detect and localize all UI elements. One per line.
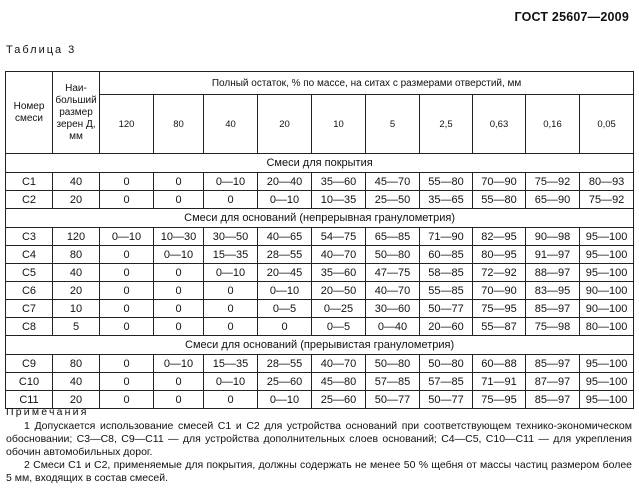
standard-number: ГОСТ 25607—2009 [514,10,629,24]
residue-cell: 10—35 [312,191,366,209]
residue-cell: 47—75 [366,264,420,282]
table-caption: Таблица 3 [6,44,77,56]
residue-cell: 20—50 [312,282,366,300]
mix-number-cell: С11 [6,391,53,409]
residue-cell: 15—35 [204,246,258,264]
residue-cell: 0—10 [204,264,258,282]
residue-cell: 25—50 [366,191,420,209]
residue-cell: 25—60 [312,391,366,409]
residue-cell: 50—77 [420,300,473,318]
mix-number-cell: С7 [6,300,53,318]
residue-cell: 0 [100,355,154,373]
residue-cell: 0 [154,264,204,282]
table-row [6,355,634,373]
residue-cell: 85—97 [526,391,580,409]
residue-cell: 75—95 [473,300,526,318]
mix-number-cell: С10 [6,373,53,391]
residue-cell: 95—100 [580,246,634,264]
residue-cell: 71—90 [420,228,473,246]
header-sieve: 120 [100,95,154,154]
residue-cell: 0—10 [154,246,204,264]
header-sieve: 80 [154,95,204,154]
residue-cell: 0 [258,318,312,336]
table-row [6,318,634,336]
residue-cell: 87—97 [526,373,580,391]
residue-cell: 0 [100,246,154,264]
grain-size-cell: 5 [53,318,100,336]
residue-cell: 55—80 [473,191,526,209]
residue-cell: 0 [154,191,204,209]
residue-cell: 28—55 [258,355,312,373]
header-sieve: 0,05 [580,95,634,154]
residue-cell: 0 [100,264,154,282]
residue-cell: 58—85 [420,264,473,282]
residue-cell: 83—95 [526,282,580,300]
residue-cell: 0 [100,173,154,191]
residue-cell: 55—87 [473,318,526,336]
header-mix-number: Номер смеси [6,72,53,154]
residue-cell: 10—30 [154,228,204,246]
residue-cell: 45—80 [312,373,366,391]
header-sieve: 20 [258,95,312,154]
residue-cell: 50—80 [366,355,420,373]
residue-cell: 30—60 [366,300,420,318]
mix-number-cell: С8 [6,318,53,336]
residue-cell: 0 [154,282,204,300]
residue-cell: 0 [204,318,258,336]
residue-cell: 55—85 [420,282,473,300]
residue-cell: 75—95 [473,391,526,409]
residue-cell: 30—50 [204,228,258,246]
notes-title: Примечания [6,406,89,418]
residue-cell: 65—90 [526,191,580,209]
mix-number-cell: С9 [6,355,53,373]
residue-cell: 50—80 [420,355,473,373]
header-max-grain-size: Наи-больший размер зерен Д, мм [53,72,100,154]
residue-cell: 95—100 [580,373,634,391]
mix-number-cell: С4 [6,246,53,264]
residue-cell: 95—100 [580,264,634,282]
residue-cell: 35—60 [312,173,366,191]
residue-cell: 60—88 [473,355,526,373]
residue-cell: 0—10 [100,228,154,246]
residue-cell: 45—70 [366,173,420,191]
residue-cell: 40—70 [312,355,366,373]
residue-cell: 0—10 [258,391,312,409]
grain-size-cell: 20 [53,191,100,209]
header-sieve: 40 [204,95,258,154]
residue-cell: 75—92 [526,173,580,191]
residue-cell: 0 [100,318,154,336]
residue-cell: 0 [204,300,258,318]
residue-cell: 95—100 [580,355,634,373]
header-sieve: 5 [366,95,420,154]
residue-cell: 0 [154,173,204,191]
mix-number-cell: С6 [6,282,53,300]
grain-size-cell: 120 [53,228,100,246]
residue-cell: 90—98 [526,228,580,246]
residue-cell: 0 [204,282,258,300]
residue-cell: 85—97 [526,300,580,318]
table-row [6,282,634,300]
grain-size-cell: 20 [53,391,100,409]
residue-cell: 88—97 [526,264,580,282]
residue-cell: 40—65 [258,228,312,246]
grain-size-cell: 40 [53,373,100,391]
grain-size-cell: 40 [53,264,100,282]
residue-cell: 55—80 [420,173,473,191]
residue-cell: 0 [154,300,204,318]
residue-cell: 0 [154,318,204,336]
notes [6,406,632,485]
residue-cell: 28—55 [258,246,312,264]
sieve-residue-table [5,71,634,409]
table-row [6,246,634,264]
residue-cell: 0—10 [258,282,312,300]
residue-cell: 75—98 [526,318,580,336]
residue-cell: 90—100 [580,282,634,300]
residue-cell: 25—60 [258,373,312,391]
residue-cell: 0 [204,191,258,209]
header-sieve: 0,63 [473,95,526,154]
residue-cell: 40—70 [312,246,366,264]
residue-cell: 50—80 [366,246,420,264]
residue-cell: 50—77 [366,391,420,409]
mix-number-cell: С3 [6,228,53,246]
residue-cell: 50—77 [420,391,473,409]
header-sieve: 2,5 [420,95,473,154]
residue-cell: 91—97 [526,246,580,264]
table-row [6,228,634,246]
grain-size-cell: 10 [53,300,100,318]
mix-number-cell: С5 [6,264,53,282]
table-row [6,191,634,209]
residue-cell: 75—92 [580,191,634,209]
residue-cell: 0 [154,391,204,409]
grain-size-cell: 80 [53,355,100,373]
residue-cell: 0 [100,191,154,209]
residue-cell: 85—97 [526,355,580,373]
residue-cell: 0 [204,391,258,409]
residue-cell: 0—40 [366,318,420,336]
note-2: 2 Смеси С1 и С2, применяемые для покрытия, должны содержать не менее 50 % щебня от массы частиц размером более 5 мм, входящих в состав смесей. [6,459,632,484]
residue-cell: 0 [100,282,154,300]
residue-cell: 70—90 [473,173,526,191]
section-title: Смеси для оснований (прерывистая гранулометрия) [6,336,634,355]
residue-cell: 80—95 [473,246,526,264]
grain-size-cell: 20 [53,282,100,300]
residue-cell: 57—85 [366,373,420,391]
residue-cell: 0—5 [258,300,312,318]
residue-cell: 35—60 [312,264,366,282]
residue-cell: 0—10 [258,191,312,209]
residue-cell: 72—92 [473,264,526,282]
note-1: 1 Допускается использование смесей С1 и С2 для устройства оснований при соответствующем технико-экономическом обосновании; С3—С8, С9—С11 — для устройства дополнительных слоев оснований; С4—С5, С10—С11 — для укрепления обочин автомобильных дорог. [6,420,632,458]
residue-cell: 0—10 [204,173,258,191]
residue-cell: 82—95 [473,228,526,246]
grain-size-cell: 40 [53,173,100,191]
grain-size-cell: 80 [53,246,100,264]
section-title: Смеси для оснований (непрерывная гранулометрия) [6,209,634,228]
residue-cell: 40—70 [366,282,420,300]
mix-number-cell: С1 [6,173,53,191]
residue-cell: 35—65 [420,191,473,209]
residue-cell: 95—100 [580,391,634,409]
residue-cell: 15—35 [204,355,258,373]
header-sieve: 0,16 [526,95,580,154]
residue-cell: 0—10 [154,355,204,373]
mix-number-cell: С2 [6,191,53,209]
residue-cell: 70—90 [473,282,526,300]
header-sieve: 10 [312,95,366,154]
section-header-row [6,209,634,228]
table-row [6,300,634,318]
residue-cell: 0—5 [312,318,366,336]
section-header-row [6,336,634,355]
residue-cell: 71—91 [473,373,526,391]
section-title: Смеси для покрытия [6,154,634,173]
residue-cell: 0 [100,391,154,409]
residue-cell: 57—85 [420,373,473,391]
residue-cell: 60—85 [420,246,473,264]
table-row [6,264,634,282]
residue-cell: 90—100 [580,300,634,318]
residue-cell: 20—60 [420,318,473,336]
residue-cell: 0 [100,373,154,391]
table-row [6,373,634,391]
residue-cell: 80—93 [580,173,634,191]
residue-cell: 0 [154,373,204,391]
residue-cell: 0—25 [312,300,366,318]
residue-cell: 0—10 [204,373,258,391]
residue-cell: 20—40 [258,173,312,191]
residue-cell: 80—100 [580,318,634,336]
residue-cell: 20—45 [258,264,312,282]
header-residue-group: Полный остаток, % по массе, на ситах с размерами отверстий, мм [100,72,634,95]
residue-cell: 54—75 [312,228,366,246]
residue-cell: 0 [100,300,154,318]
residue-cell: 95—100 [580,228,634,246]
table-row [6,173,634,191]
section-header-row [6,154,634,173]
residue-cell: 65—85 [366,228,420,246]
